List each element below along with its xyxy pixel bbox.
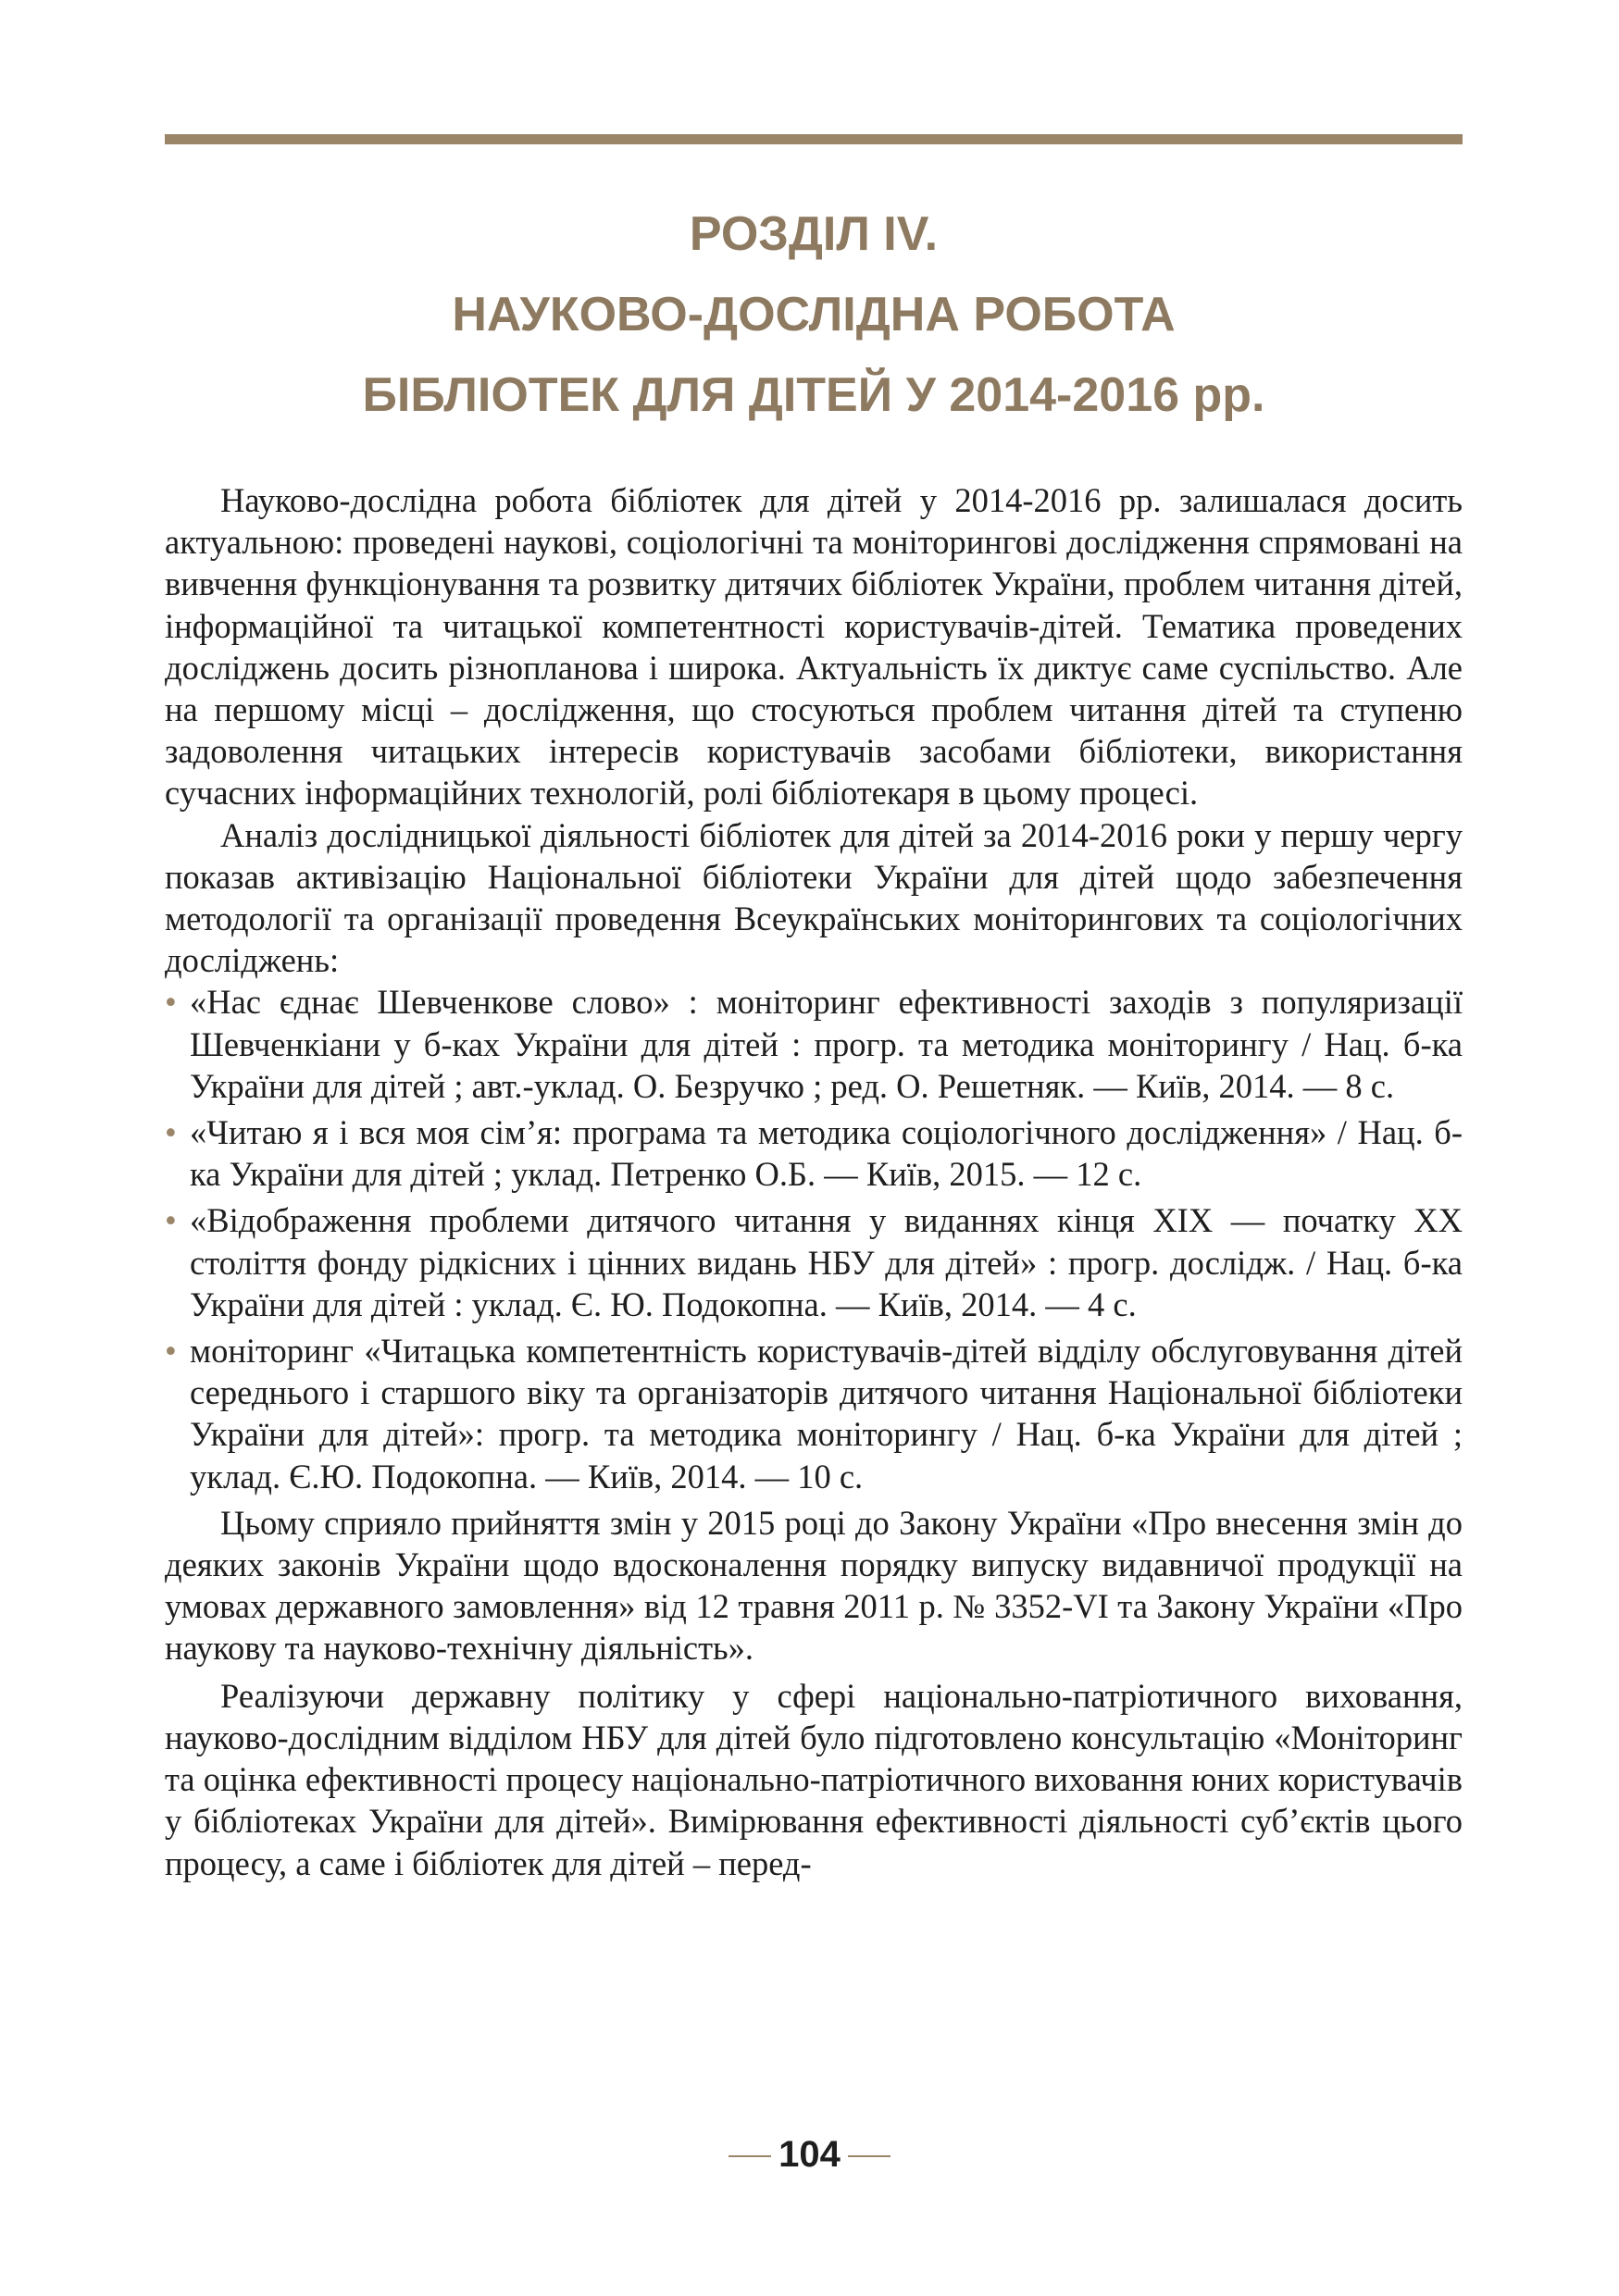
chapter-number: РОЗДІЛ IV. xyxy=(689,207,939,261)
list-item xyxy=(165,1199,1463,1325)
chapter-title-line-1: НАУКОВО-ДОСЛІДНА РОБОТА xyxy=(452,288,1176,341)
list-item-text: «Читаю я і вся моя сім’я: програма та методика соціологічного дослідження» / Нац. б-ка України для дітей ; уклад. Петренко О.Б. — Київ, 2015. — 12 с. xyxy=(190,1113,1463,1194)
bullet-list xyxy=(165,981,1463,1496)
page-number: 104 xyxy=(778,2134,841,2175)
page-number-footer xyxy=(0,2132,1619,2177)
paragraph-1: Науково-дослідна робота бібліотек для дітей у 2014-2016 рр. залишалася досить актуальною: проведені наукові, соціологічні та моніторингові дослідження спрямовані на вивчення функціонування та розвитку дитячих бібліотек України, проблем читання дітей, інформаційної та читацької компетентності користувачів-дітей. Тематика проведених досліджень досить різнопланова і широка. Актуальність їх диктує саме суспільство. Але на першому місці – дослідження, що стосуються проблем читання дітей та ступеню задоволення читацьких інтересів користувачів засобами бібліотеки, використання сучасних інформаційних технологій, ролі бібліотекаря в цьому процесі. xyxy=(165,481,1463,813)
paragraph-3: Цьому сприяло прийняття змін у 2015 році до Закону України «Про внесення змін до деяких законів України щодо вдосконалення порядку випуску видавничої продукції на умовах державного замовлення» від 12 травня 2011 р. № 3352-VI та Закону України «Про наукову та науково-технічну діяльність». xyxy=(165,1503,1463,1668)
list-item xyxy=(165,1330,1463,1497)
list-item-text: «Відображення проблеми дитячого читання у виданнях кінця XIX — початку XX століття фонду рідкісних і цінних видань НБУ для дітей» : прогр. дослідж. / Нац. б-ка України для дітей : уклад. Є. Ю. Подокопна. — Київ, 2014. — 4 с. xyxy=(190,1201,1463,1323)
chapter-heading xyxy=(165,194,1463,436)
list-item-text: «Нас єднає Шевченкове слово» : моніторинг ефективності заходів з популяризації Шевченкіани у б-ках України для дітей : прогр. та методика моніторингу / Нац. б-ка України для дітей ; авт.-уклад. О. Безручко ; ред. О. Решетняк. — Київ, 2014. — 8 с. xyxy=(190,983,1463,1105)
page-number-dash-right xyxy=(848,2155,890,2157)
bullet-icon: • xyxy=(165,1113,177,1152)
bullet-icon: • xyxy=(165,1201,177,1240)
chapter-title-line-2: БІБЛІОТЕК ДЛЯ ДІТЕЙ У 2014-2016 рр. xyxy=(362,368,1265,422)
body-text xyxy=(165,479,1463,1884)
page-number-dash-left xyxy=(729,2155,771,2157)
bullet-icon: • xyxy=(165,983,177,1022)
bullet-icon: • xyxy=(165,1332,177,1371)
list-item xyxy=(165,981,1463,1107)
list-item xyxy=(165,1111,1463,1195)
paragraph-2: Аналіз дослідницької діяльності бібліотек для дітей за 2014-2016 роки у першу чергу показав активізацію Національної бібліотеки України для дітей щодо забезпечення методології та організації проведення Всеукраїнських моніторингових та соціологічних досліджень: xyxy=(165,815,1463,980)
top-rule xyxy=(165,134,1463,144)
list-item-text: моніторинг «Читацька компетентність користувачів-дітей відділу обслуговування дітей середнього і старшого віку та організаторів дитячого читання Національної бібліотеки України для дітей»: прогр. та методика моніторингу / Нац. б-ка України для дітей ; уклад. Є.Ю. Подокопна. — Київ, 2014. — 10 с. xyxy=(190,1332,1463,1496)
paragraph-4: Реалізуючи державну політику у сфері національно-патріотичного виховання, науково-дослідним відділом НБУ для дітей було підготовлено консультацію «Моніторинг та оцінка ефективності процесу національно-патріотичного виховання юних користувачів у бібліотеках України для дітей». Вимірювання ефективності діяльності суб’єктів цього процесу, а саме і бібліотек для дітей – перед- xyxy=(165,1676,1463,1882)
